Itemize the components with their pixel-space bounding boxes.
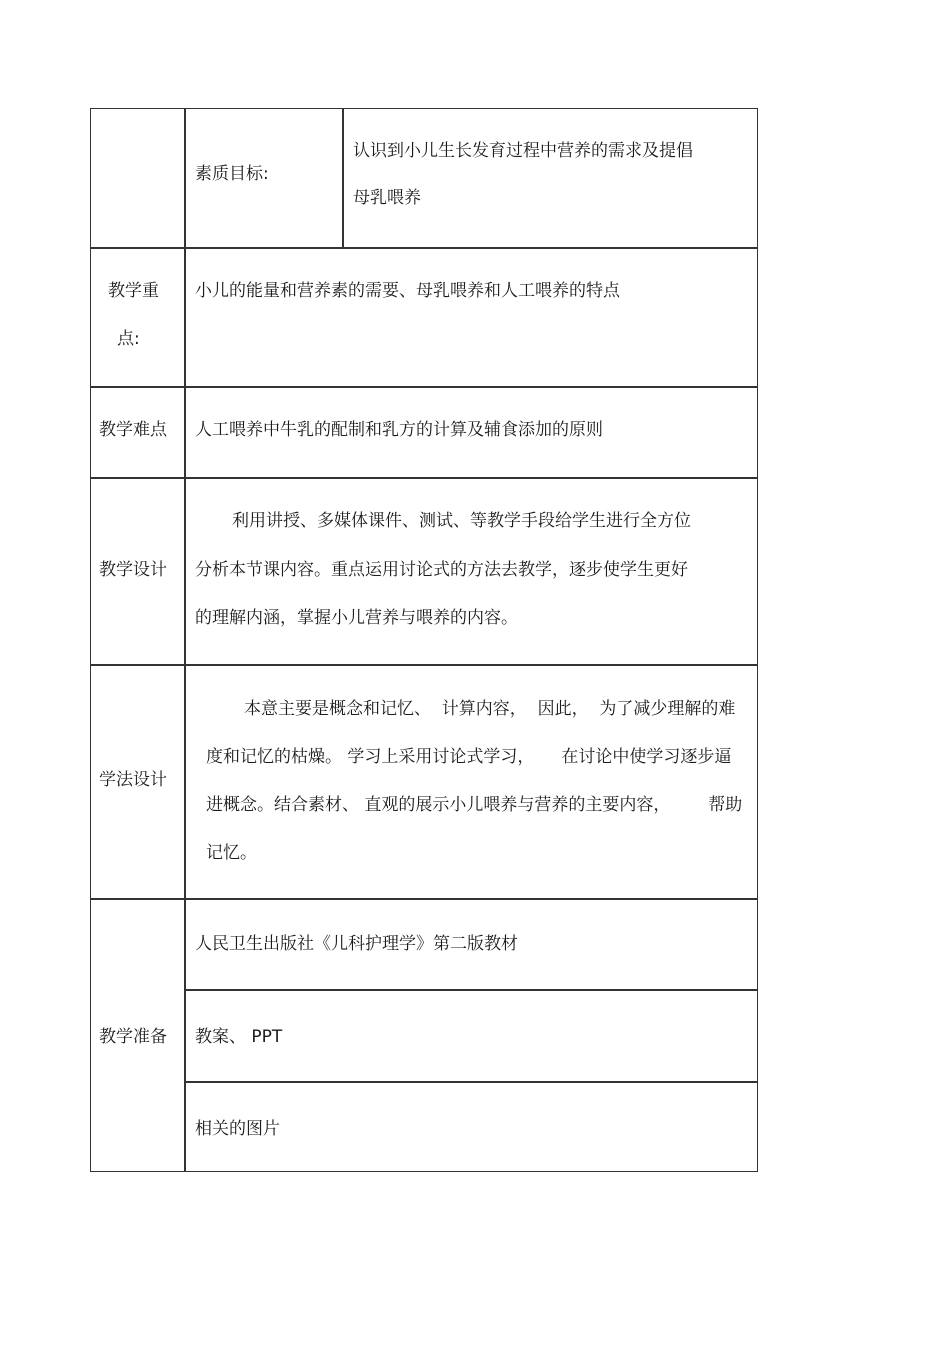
quality-goal-line: 母乳喂养 bbox=[353, 188, 421, 208]
study-method-line: 进概念。结合素材、 直观的展示小儿喂养与营养的主要内容， 帮助 bbox=[206, 795, 743, 815]
row-divider bbox=[91, 664, 757, 666]
quality-goal-label: 素质目标: bbox=[195, 164, 269, 184]
quality-goal-line: 认识到小儿生长发育过程中营养的需求及提倡 bbox=[353, 141, 693, 161]
study-method-label: 学法设计 bbox=[99, 770, 167, 790]
sub-row-divider bbox=[185, 1081, 757, 1083]
row-divider bbox=[91, 386, 757, 388]
preparation-item: 人民卫生出版社《儿科护理学》第二版教材 bbox=[195, 934, 518, 954]
key-points-label: 点: bbox=[117, 329, 140, 349]
sub-row-divider bbox=[185, 989, 757, 991]
column-divider bbox=[342, 109, 344, 248]
row-divider bbox=[91, 477, 757, 479]
design-line: 的理解内涵，掌握小儿营养与喂养的内容。 bbox=[195, 608, 518, 628]
row-divider bbox=[91, 247, 757, 249]
difficulties-content: 人工喂养中牛乳的配制和乳方的计算及辅食添加的原则 bbox=[195, 420, 603, 440]
preparation-item: 教案、 PPT bbox=[195, 1027, 283, 1047]
study-method-line: 记忆。 bbox=[206, 843, 257, 863]
column-divider bbox=[184, 109, 186, 1171]
design-line: 分析本节课内容。重点运用讨论式的方法去教学，逐步使学生更好 bbox=[195, 560, 688, 580]
design-label: 教学设计 bbox=[99, 560, 167, 580]
key-points-label: 教学重 bbox=[108, 281, 159, 301]
key-points-content: 小儿的能量和营养素的需要、母乳喂养和人工喂养的特点 bbox=[195, 281, 620, 301]
row-divider bbox=[91, 898, 757, 900]
study-method-line: 度和记忆的枯燥。 学习上采用讨论式学习， 在讨论中使学习逐步逼 bbox=[206, 747, 732, 767]
preparation-item: 相关的图片 bbox=[195, 1119, 280, 1139]
difficulties-label: 教学难点 bbox=[99, 420, 167, 440]
study-method-line: 本意主要是概念和记忆、 计算内容， 因此， 为了减少理解的难 bbox=[244, 699, 736, 719]
lesson-plan-table bbox=[90, 108, 758, 1172]
preparation-label: 教学准备 bbox=[99, 1027, 167, 1047]
design-line: 利用讲授、多媒体课件、测试、等教学手段给学生进行全方位 bbox=[232, 511, 691, 531]
